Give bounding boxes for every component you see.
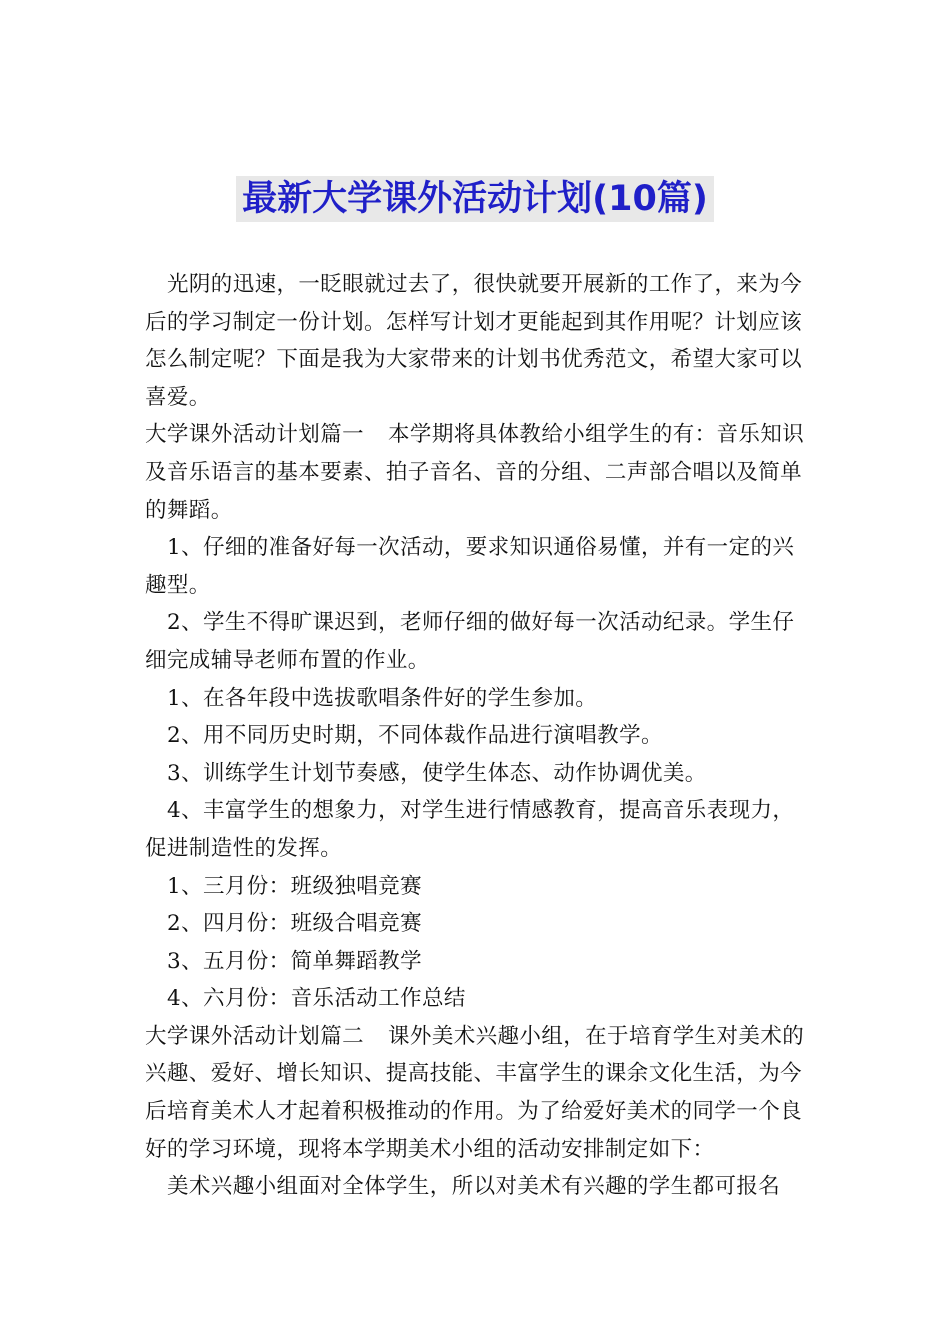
schedule-item: 1、三月份：班级独唱竞赛 (167, 873, 422, 899)
document-title: 最新大学课外活动计划(10篇) (236, 176, 714, 222)
section2-heading: 大学课外活动计划篇二 (145, 1023, 365, 1049)
schedule-item: 3、五月份：简单舞蹈教学 (167, 948, 422, 974)
document-body (145, 266, 809, 1206)
measure-item: 3、训练学生计划节奏感，使学生体态、动作协调优美。 (167, 760, 707, 786)
schedule-item: 2、四月份：班级合唱竞赛 (167, 911, 422, 937)
section2-paragraph (145, 1018, 809, 1168)
title-container (0, 176, 950, 222)
requirement-item: 2、学生不得旷课迟到，老师仔细的做好每一次活动纪录。学生仔细完成辅导老师布置的作业。 (145, 610, 795, 673)
section1-heading: 大学课外活动计划篇一 (145, 422, 365, 448)
requirement-item: 1、仔细的准备好每一次活动，要求知识通俗易懂，并有一定的兴趣型。 (145, 535, 795, 598)
measure-item: 1、在各年段中选拔歌唱条件好的学生参加。 (167, 685, 598, 711)
measure-item: 2、用不同历史时期，不同体裁作品进行演唱教学。 (167, 723, 663, 749)
intro-paragraph: 光阴的迅速，一眨眼就过去了，很快就要开展新的工作了，来为今后的学习制定一份计划。怎样写计划才更能起到其作用呢？计划应该怎么制定呢？下面是我为大家带来的计划书优秀范文，希望大家可以喜爱。 (145, 272, 803, 410)
section2-text: 课外美术兴趣小组，在于培育学生对美术的兴趣、爱好、增长知识、提高技能、丰富学生的课余文化生活，为今后培育美术人才起着积极推动的作用。为了给爱好美术的同学一个良好的学习环境，现将本学期美术小组的活动安排制定如下： (145, 1023, 805, 1162)
measure-item: 4、丰富学生的想象力，对学生进行情感教育，提高音乐表现力，促进制造性的发挥。 (145, 798, 795, 861)
last-paragraph: 美术兴趣小组面对全体学生，所以对美术有兴趣的学生都可报名 (167, 1174, 781, 1200)
section1-paragraph (145, 416, 809, 529)
section1-text: 本学期将具体教给小组学生的有：音乐知识及音乐语言的基本要素、拍子音名、音的分组、二声部合唱以及简单的舞蹈。 (145, 422, 805, 523)
schedule-item: 4、六月份：音乐活动工作总结 (167, 986, 466, 1012)
